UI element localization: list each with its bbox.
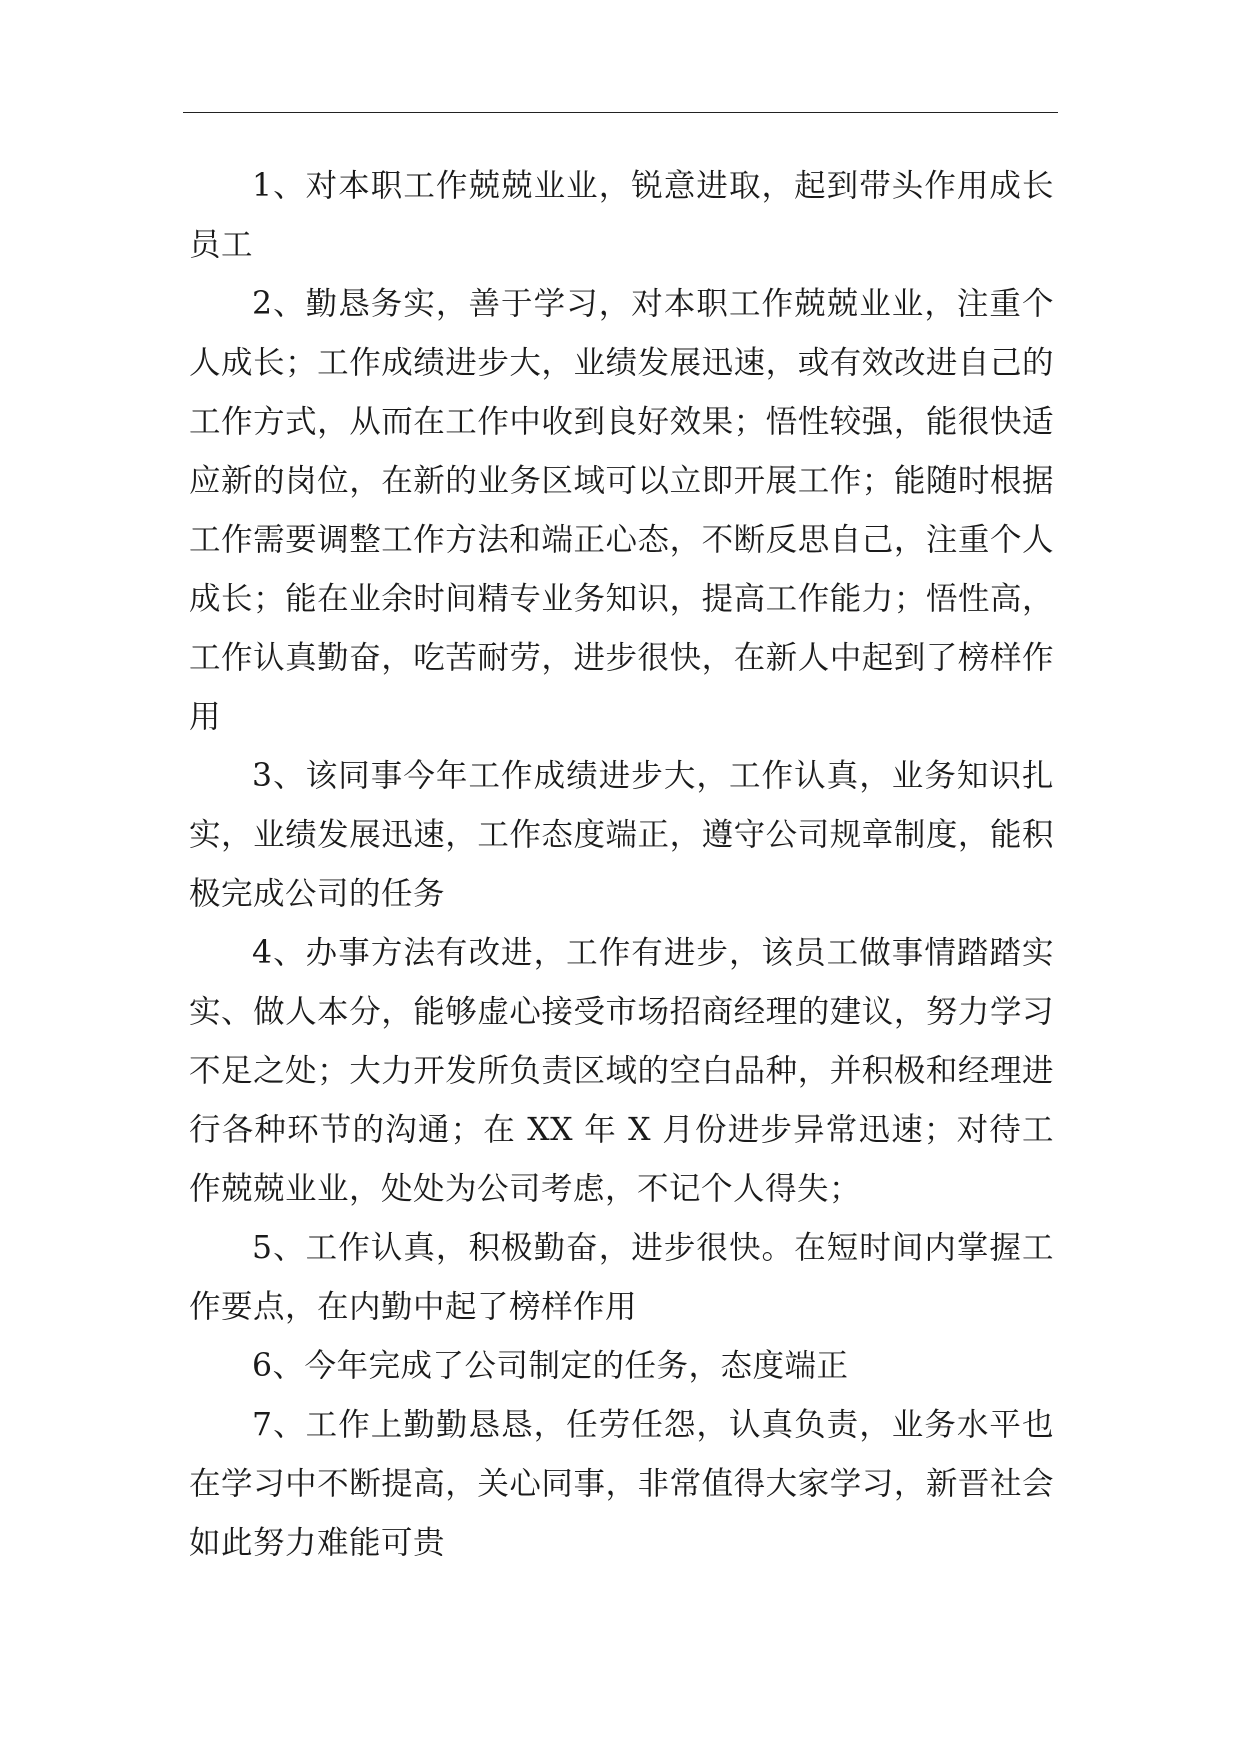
paragraph-2: 2、勤恳务实，善于学习，对本职工作兢兢业业，注重个人成长；工作成绩进步大，业绩发展迅速，或有效改进自己的工作方式，从而在工作中收到良好效果；悟性较强，能很快适应新的岗位，在新的业务区域可以立即开展工作；能随时根据工作需要调整工作方法和端正心态，不断反思自己，注重个人成长；能在业余时间精专业务知识，提高工作能力；悟性高，工作认真勤奋，吃苦耐劳，进步很快，在新人中起到了榜样作用 xyxy=(189,286,1054,735)
paragraph-7: 7、工作上勤勤恳恳，任劳任怨，认真负责，业务水平也在学习中不断提高，关心同事，非常值得大家学习，新晋社会如此努力难能可贵 xyxy=(189,1407,1054,1561)
paragraph-5: 5、工作认真，积极勤奋，进步很快。在短时间内掌握工作要点，在内勤中起了榜样作用 xyxy=(189,1230,1054,1325)
document-body xyxy=(189,157,1054,1573)
paragraph-1: 1、对本职工作兢兢业业，锐意进取，起到带头作用成长员工 xyxy=(189,168,1054,263)
paragraph-3: 3、该同事今年工作成绩进步大，工作认真，业务知识扎实，业绩发展迅速，工作态度端正，遵守公司规章制度，能积极完成公司的任务 xyxy=(189,758,1054,912)
header-rule xyxy=(183,112,1058,113)
paragraph-6: 6、今年完成了公司制定的任务，态度端正 xyxy=(252,1348,849,1384)
paragraph-4: 4、办事方法有改进，工作有进步，该员工做事情踏踏实实、做人本分，能够虚心接受市场招商经理的建议，努力学习不足之处；大力开发所负责区域的空白品种，并积极和经理进行各种环节的沟通；在 XX 年 X 月份进步异常迅速；对待工作兢兢业业，处处为公司考虑，不记个人得失； xyxy=(189,935,1054,1207)
